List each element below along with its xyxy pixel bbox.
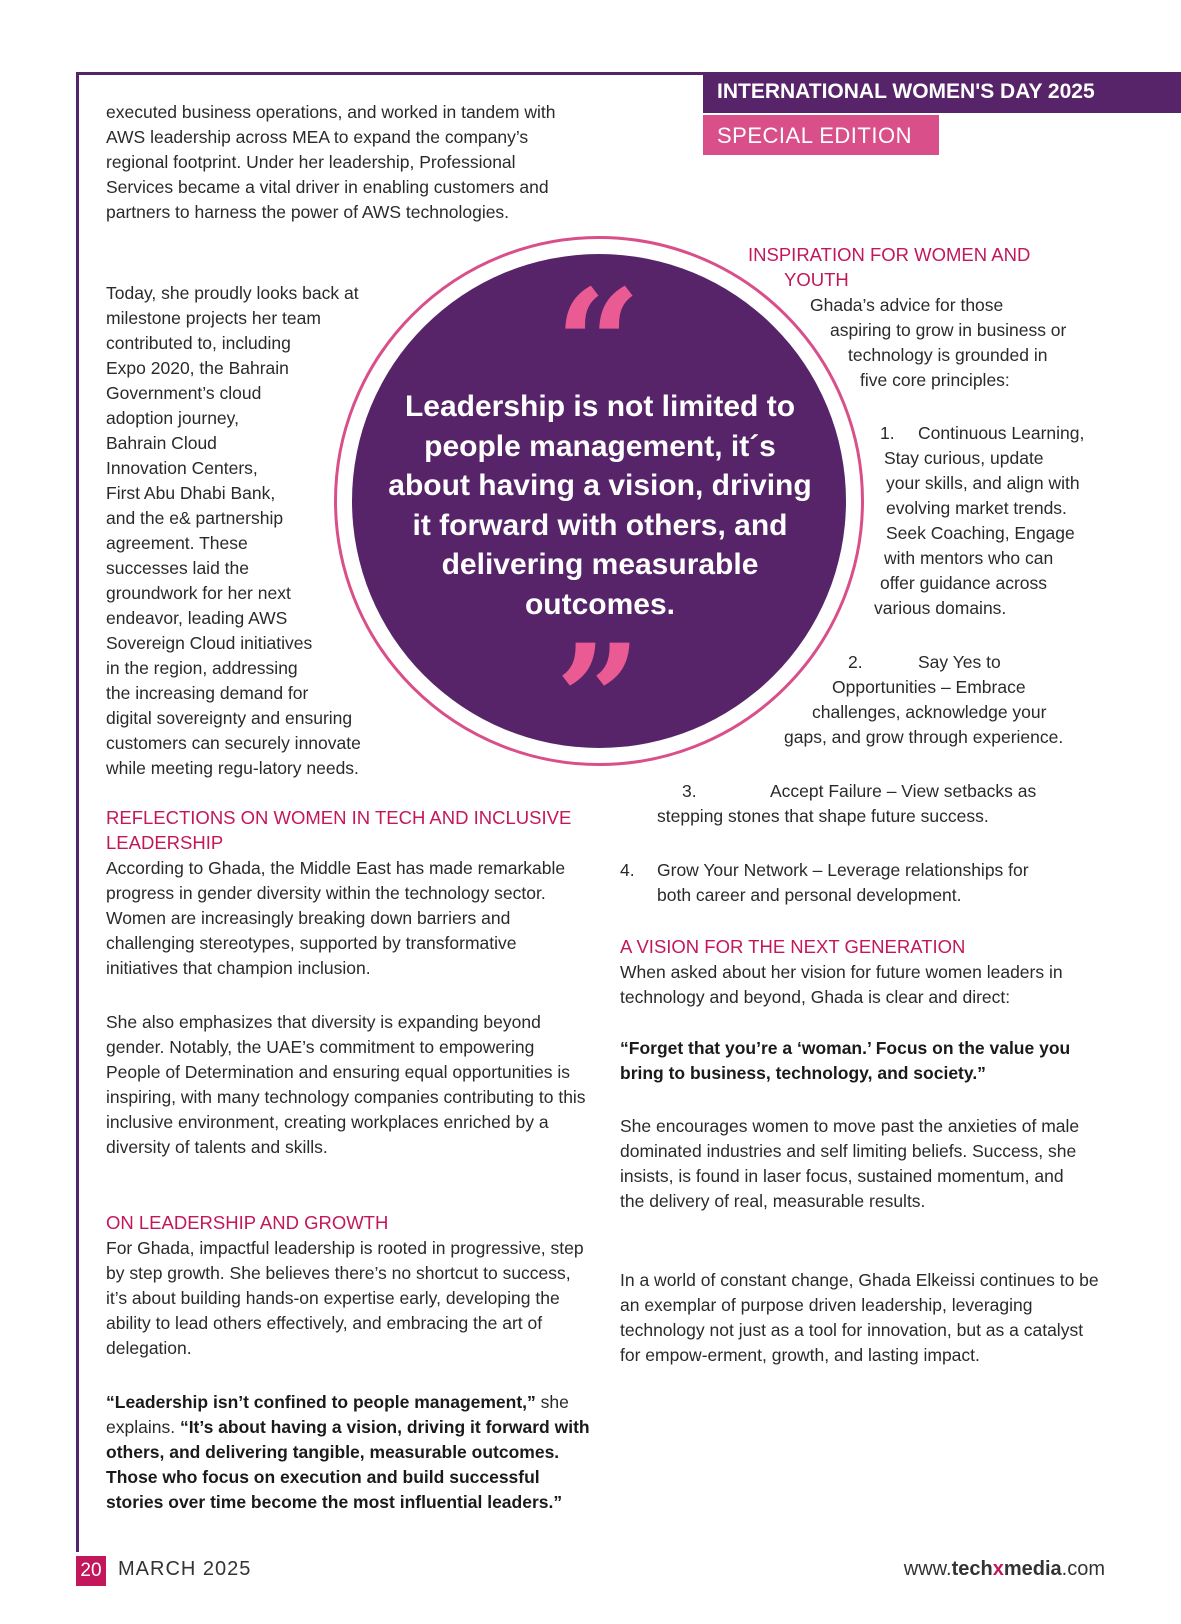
page-number: 20 [76,1556,106,1586]
special-edition-label: SPECIAL EDITION [717,123,912,148]
paragraph-line: Bahrain Cloud [106,433,217,453]
intro-line: aspiring to grow in business or [830,320,1067,340]
list-line: offer guidance across [880,573,1048,593]
left-paragraph-4: She also emphasizes that diversity is expanding beyond gender. Notably, the UAE’s commitment to empowering People of Determination and ensuring equal opportunities is inspiring, with many technology companies contributing to this inclusive environment, creating workplaces enriched by a diversity of talents and skills. [106,1012,586,1157]
list-line: Opportunities – Embrace [832,677,1026,697]
list-number-3: 3. [682,781,697,801]
heading-vision: A VISION FOR THE NEXT GENERATION [620,936,966,957]
left-rule [76,72,79,1552]
list-number-2: 2. [848,652,863,672]
left-paragraph-3: According to Ghada, the Middle East has made remarkable progress in gender diversity within the technology sector. Women are increasingly breaking down barriers and challenging stereotypes, supported by transformative initiatives that champion inclusion. [106,858,566,978]
paragraph-line: Sovereign Cloud initiatives [106,633,313,653]
paragraph-line: milestone projects her team [106,308,321,328]
paragraph-line: while meeting regu-latory needs. [106,758,359,778]
left-paragraph-1: executed business operations, and worked in tandem with AWS leadership across MEA to expand the company’s regional footprint. Under her leadership, Professional Services became a vital driver in enabling customers and partners to harness the power of AWS technologies. [106,102,556,222]
heading-leadership: ON LEADERSHIP AND GROWTH [106,1212,389,1233]
vision-paragraph: When asked about her vision for future women leaders in technology and beyond, Ghada is clear and direct: [620,962,1063,1007]
paragraph-line: the increasing demand for [106,683,309,703]
closing-paragraph: In a world of constant change, Ghada Elkeissi continues to be an exemplar of purpose driven leadership, leveraging technology not just as a tool for innovation, but as a catalyst for empow-erment, growth, and lasting impact. [620,1270,1099,1365]
intro-line: five core principles: [860,370,1010,390]
section-banner [703,72,1181,113]
left-paragraph-5: For Ghada, impactful leadership is rooted in progressive, step by step growth. She believes there’s no shortcut to success, it’s about building hands-on expertise early, developing the ability to lead others effectively, and embracing the art of delegation. [106,1238,584,1358]
open-quote-icon: “ [555,257,642,433]
list-number-1: 1. [880,423,895,443]
paragraph-line: successes laid the [106,558,249,578]
list-line: various domains. [874,598,1007,618]
encourage-paragraph: She encourages women to move past the anxieties of male dominated industries and self limiting beliefs. Success, she insists, is found in laser focus, sustained momentum, and the delivery of real, measurable results. [620,1116,1080,1211]
paragraph-line: Government’s cloud [106,383,262,403]
banner-title: INTERNATIONAL WOMEN'S DAY 2025 [717,80,1095,103]
list-line: stepping stones that shape future success. [657,806,989,826]
paragraph-line: in the region, addressing [106,658,298,678]
list-line: your skills, and align with [886,473,1080,493]
list-line: challenges, acknowledge your [812,702,1047,722]
list-line: Continuous Learning, [918,423,1085,443]
vision-quote: “Forget that you’re a ‘woman.’ Focus on the value you bring to business, technology, and society.” [620,1038,1071,1083]
paragraph-line: Expo 2020, the Bahrain [106,358,289,378]
list-line: Stay curious, update [884,448,1044,468]
heading-inspiration-line-2: YOUTH [784,269,849,290]
paragraph-line: Today, she proudly looks back at [106,283,359,303]
list-line: evolving market trends. [886,498,1067,518]
close-quote-icon: ” [555,612,642,788]
leadership-quote: “Leadership isn’t confined to people management,” she explains. “It’s about having a vision, driving it forward with others, and delivering tangible, measurable outcomes. Those who focus on execution and build successful stories over time become the most influential leaders.” [106,1392,590,1512]
intro-line: Ghada’s advice for those [810,295,1004,315]
issue-date: MARCH 2025 [118,1558,252,1580]
paragraph-line: and the e& partnership [106,508,284,528]
special-edition-tag [703,115,939,155]
intro-line: technology is grounded in [848,345,1048,365]
list-line: gaps, and grow through experience. [784,727,1064,747]
paragraph-line: adoption journey, [106,408,239,428]
list-line: Seek Coaching, Engage [886,523,1075,543]
heading-reflections: REFLECTIONS ON WOMEN IN TECH AND INCLUSIVE LEADERSHIP [106,807,572,853]
heading-inspiration: INSPIRATION FOR WOMEN AND [748,244,1031,265]
list-number-4: 4. [620,860,635,880]
list-line: both career and personal development. [657,885,962,905]
list-line: Say Yes to [918,652,1001,672]
paragraph-line: endeavor, leading AWS [106,608,288,628]
paragraph-line: digital sovereignty and ensuring [106,708,353,728]
paragraph-line: agreement. These [106,533,248,553]
paragraph-line: groundwork for her next [106,583,291,603]
paragraph-line: customers can securely innovate [106,733,361,753]
paragraph-line: contributed to, including [106,333,291,353]
list-line: with mentors who can [884,548,1054,568]
website-url: www.techxmedia.com [903,1558,1105,1580]
pull-quote-text: Leadership is not limited to people management, it´s about having a vision, driving it forward with others, and delivering measurable outcomes. [388,390,812,621]
list-line: Accept Failure – View setbacks as [770,781,1037,801]
list-line: Grow Your Network – Leverage relationships for [657,860,1029,880]
paragraph-line: First Abu Dhabi Bank, [106,483,276,503]
paragraph-line: Innovation Centers, [106,458,258,478]
